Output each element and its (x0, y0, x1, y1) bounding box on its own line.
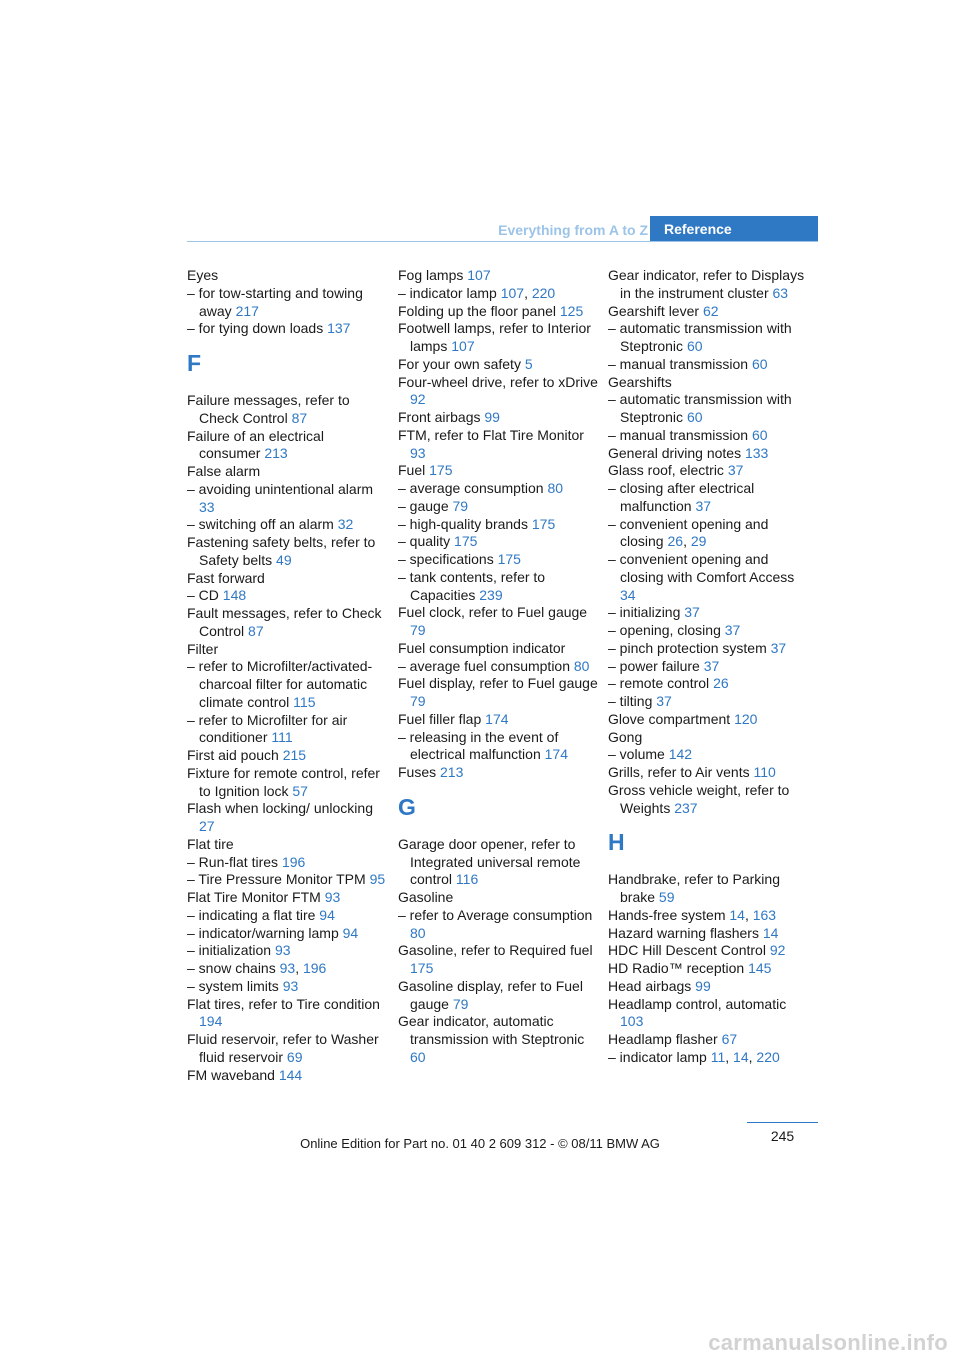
index-entry (608, 427, 808, 445)
index-entry-text: Flat tire (187, 835, 234, 852)
index-entry-text: – specifications (398, 551, 494, 567)
index-entry-text: FTM, refer to Flat Tire Monitor (398, 426, 584, 443)
index-entry-text: – convenient opening and closing with Comfort Access (608, 551, 795, 585)
page-reference-link[interactable]: 37 (703, 657, 720, 674)
page-reference-link[interactable]: 26 (667, 533, 684, 550)
index-entry-text: Gear indicator, automatic transmission with Steptronic (398, 1013, 585, 1047)
index-entry-text: Failure messages, refer to Check Control (187, 392, 350, 426)
page-reference-link[interactable]: 93 (279, 960, 296, 976)
index-entry-text: Gasoline display, refer to Fuel gauge (398, 977, 583, 1012)
index-entry-text: – opening, closing (608, 622, 721, 638)
index-entry-text: – switching off an alarm (187, 516, 334, 533)
index-entry (608, 462, 808, 480)
page-reference-link[interactable]: 220 (531, 284, 556, 301)
index-entry (398, 978, 598, 1014)
index-entry-text: Fuel display, refer to Fuel gauge (398, 675, 598, 692)
index-entry (398, 1013, 598, 1066)
index-entry-text: – refer to Average consumption (398, 906, 593, 923)
index-entry-text: Fastening safety belts, refer to Safety belts (187, 534, 376, 568)
index-entry-text: – Tire Pressure Monitor TPM (187, 871, 366, 888)
index-entry-text: For your own safety (398, 355, 521, 372)
index-entry (608, 782, 808, 818)
page-reference-link[interactable]: 37 (684, 604, 700, 621)
index-entry (187, 516, 387, 534)
index-entry-text: – automatic transmission with Steptronic (608, 320, 792, 354)
index-entry (187, 1031, 387, 1067)
index-entry-text: – closing after electrical malfunction (608, 480, 755, 514)
page-reference-link[interactable]: 215 (282, 747, 307, 763)
page-reference-link[interactable]: 116 (455, 871, 479, 888)
page-reference-link[interactable]: 32 (337, 516, 354, 533)
index-entry (187, 285, 387, 321)
index-entry: – indicator lamp 107, 220 (398, 284, 556, 301)
index-entry (187, 871, 387, 889)
index-entry-text: FM waveband (187, 1066, 275, 1083)
index-entry (398, 427, 598, 463)
index-entry-text: Headlamp control, automatic (608, 995, 787, 1012)
index-entry (608, 622, 808, 640)
page-reference-link[interactable]: 213 (264, 445, 288, 462)
page-reference-link[interactable]: 142 (668, 746, 693, 763)
page-reference-link[interactable]: 79 (452, 497, 469, 514)
page-reference-link[interactable]: 37 (770, 639, 787, 656)
page-reference-link[interactable]: 49 (276, 551, 292, 568)
index-entry-text: – average consumption (398, 480, 544, 496)
index-entry-text: Flat Tire Monitor FTM (187, 889, 321, 905)
index-entry-text: – tank contents, refer to Capacities (398, 568, 546, 603)
index-entry-text: – CD (187, 587, 219, 604)
index-entry-text: – refer to Microfilter for air conditioner (187, 711, 348, 746)
index-column-3 (608, 267, 808, 1067)
index-entry (187, 534, 387, 570)
index-entry-text: – average fuel consumption (398, 657, 570, 674)
index-entry (187, 320, 387, 338)
page-reference-link[interactable]: 175 (531, 515, 556, 532)
header-tab-reference: Reference (650, 216, 818, 242)
index-entry-text: – indicator lamp (398, 284, 497, 301)
page-reference-link[interactable]: 107 (467, 267, 491, 283)
index-entry: – snow chains 93, 196 (187, 960, 327, 976)
page-reference-link[interactable]: 87 (248, 622, 264, 639)
index-entry-text: – releasing in the event of electrical malfunction (398, 728, 559, 763)
index-entry: Hands-free system 14, 163 (608, 906, 777, 923)
index-entry (398, 516, 598, 534)
page-reference-link[interactable]: 99 (695, 977, 711, 994)
index-entry-text: – indicator/warning lamp (187, 924, 339, 941)
index-entry (187, 942, 387, 960)
index-entry (398, 303, 598, 321)
page-header (187, 216, 818, 242)
index-entry (608, 551, 808, 604)
page-reference-link[interactable]: 220 (756, 1048, 780, 1065)
index-entry-text: Glove compartment (608, 710, 731, 727)
page-reference-link[interactable]: 60 (751, 355, 768, 372)
index-entry (398, 836, 598, 889)
index-entry-text: HD Radio™ reception (608, 960, 745, 976)
page-reference-link[interactable]: 217 (235, 302, 259, 319)
index-entry-text: – remote control (608, 675, 710, 692)
index-entry (187, 267, 387, 285)
page-reference-link[interactable]: 11 (710, 1048, 726, 1065)
index-entry-text: – automatic transmission with Steptronic (608, 391, 792, 425)
page-reference-link[interactable]: 145 (748, 960, 772, 976)
page-reference-link[interactable]: 60 (410, 1048, 426, 1065)
index-entry-text: – manual transmission (608, 355, 749, 372)
index-entry (608, 391, 808, 427)
index-entry-text: Fuel filler flap (398, 710, 482, 727)
page-reference-link[interactable]: 33 (199, 498, 215, 515)
index-entry-text: Eyes (187, 267, 219, 283)
index-entry (398, 409, 598, 427)
footer-edition-note: Online Edition for Part no. 01 40 2 609 312 - © 08/11 BMW AG (300, 1136, 660, 1151)
index-column-2 (398, 267, 598, 1067)
index-entry (608, 746, 808, 764)
index-entry-text: Failure of an electrical consumer (187, 427, 324, 462)
index-entry (608, 711, 808, 729)
index-entry (187, 658, 387, 711)
index-entry (187, 747, 387, 765)
page-reference-link[interactable]: 194 (199, 1013, 223, 1030)
index-entry (187, 889, 387, 907)
index-column-1 (187, 267, 387, 1084)
index-entry (608, 942, 808, 960)
header-section-title: Everything from A to Z (498, 222, 648, 238)
index-entry-text: Gasoline (398, 889, 454, 905)
index-entry (608, 604, 808, 622)
page-reference-link[interactable]: 237 (674, 799, 698, 816)
index-entry (398, 675, 598, 711)
page-reference-link[interactable]: 79 (452, 995, 469, 1012)
index-entry (608, 320, 808, 356)
index-entry-text: – volume (608, 746, 665, 763)
index-entry (398, 729, 598, 765)
index-entry-text: Flat tires, refer to Tire condition (187, 995, 380, 1012)
index-entry-text: Fixture for remote control, refer to Ignition lock (187, 764, 380, 799)
index-entry-text: – system limits (187, 977, 279, 994)
index-entry-text: Fuel (398, 462, 426, 479)
index-entry (398, 889, 598, 907)
index-entry (187, 570, 387, 588)
index-entry (608, 640, 808, 658)
index-entry (398, 942, 598, 978)
index-entry (187, 1067, 387, 1085)
index-entry (398, 658, 598, 676)
index-entry-text: Gong (608, 728, 643, 745)
index-entry (398, 551, 598, 569)
index-entry-text: Fuses (398, 764, 437, 780)
index-entry-text: Glass roof, electric (608, 462, 724, 479)
index-entry-text: – initializing (608, 604, 681, 621)
index-entry (608, 996, 808, 1032)
page-reference-link[interactable]: 175 (429, 462, 453, 479)
page-reference-link[interactable]: 26 (713, 675, 729, 692)
index-entry (398, 533, 598, 551)
index-entry-text: Grills, refer to Air vents (608, 764, 750, 780)
page-reference-link[interactable]: 95 (369, 871, 386, 888)
page-number-rule (747, 1122, 818, 1123)
index-entry-text: – snow chains (187, 960, 276, 976)
page-reference-link[interactable]: 93 (324, 889, 341, 905)
page-reference-link[interactable]: 133 (744, 444, 769, 461)
page-reference-link[interactable]: 80 (410, 924, 426, 941)
index-entry (398, 374, 598, 410)
index-entry-text: Fuel consumption indicator (398, 639, 566, 656)
page-reference-link[interactable]: 92 (769, 942, 786, 959)
index-entry (187, 765, 387, 801)
index-entry-text: Fog lamps (398, 267, 464, 283)
page-reference-link[interactable]: 163 (752, 906, 777, 923)
page-reference-link[interactable]: 59 (658, 889, 675, 905)
index-entry (187, 907, 387, 925)
index-entry (608, 480, 808, 516)
page-reference-link[interactable]: 107 (500, 284, 525, 301)
index-entry-text: Hazard warning flashers (608, 924, 759, 941)
page-reference-link[interactable]: 174 (485, 710, 509, 727)
page-reference-link[interactable]: 60 (686, 409, 703, 425)
index-entry: – convenient opening and closing 26, 29 (608, 515, 769, 550)
page-reference-link[interactable]: 79 (410, 693, 426, 709)
index-entry (608, 764, 808, 782)
index-entry (187, 836, 387, 854)
page-reference-link[interactable]: 60 (686, 338, 703, 354)
index-entry (608, 445, 808, 463)
index-entry-text: – avoiding unintentional alarm (187, 480, 374, 497)
page-reference-link[interactable]: 196 (281, 853, 306, 870)
page-reference-link[interactable]: 144 (278, 1066, 303, 1083)
page-reference-link[interactable]: 239 (479, 586, 503, 603)
index-entry (187, 605, 387, 641)
index-entry (608, 675, 808, 693)
index-entry-text: Hands-free system (608, 906, 726, 923)
index-entry-text: General driving notes (608, 444, 742, 461)
index-entry (398, 480, 598, 498)
index-entry-text: – gauge (398, 497, 449, 514)
index-entry-text: – for tying down loads (187, 320, 324, 337)
index-entry (608, 978, 808, 996)
page-reference-link[interactable]: 93 (282, 977, 299, 994)
index-entry-text: Gear indicator, refer to Displays in the instrument cluster (608, 267, 805, 301)
index-entry (187, 392, 387, 428)
index-entry-text: Gasoline, refer to Required fuel (398, 942, 593, 959)
page-reference-link[interactable]: 67 (721, 1031, 738, 1047)
index-entry (187, 463, 387, 481)
page-reference-link[interactable]: 14 (762, 924, 779, 941)
index-entry-text: Garage door opener, refer to Integrated universal remote control (398, 835, 581, 888)
page-reference-link[interactable]: 99 (484, 409, 500, 425)
page-reference-link[interactable]: 120 (734, 710, 758, 727)
page-reference-link[interactable]: 148 (222, 587, 247, 604)
page-reference-link[interactable]: 103 (620, 1013, 644, 1030)
index-entry-text: Fast forward (187, 569, 265, 586)
index-entry-text: – quality (398, 533, 451, 550)
index-entry (187, 481, 387, 517)
page-reference-link[interactable]: 175 (454, 533, 478, 550)
index-entry (608, 1031, 808, 1049)
page-reference-link[interactable]: 63 (772, 284, 789, 301)
index-entry (187, 641, 387, 659)
page-reference-link[interactable]: 14 (729, 906, 745, 923)
page-reference-link[interactable]: 37 (727, 462, 744, 479)
page-reference-link[interactable]: 80 (547, 480, 564, 496)
index-entry: – indicator lamp 11, 14, 220 (608, 1048, 780, 1065)
index-entry (398, 569, 598, 605)
index-entry-text: Gearshifts (608, 373, 672, 390)
page-reference-link[interactable]: 94 (319, 906, 335, 923)
index-entry (398, 462, 598, 480)
index-entry-text: – power failure (608, 657, 700, 674)
index-entry-text: Headlamp flasher (608, 1031, 718, 1047)
page-reference-link[interactable]: 60 (751, 426, 768, 443)
index-entry-text: Four-wheel drive, refer to xDrive (398, 373, 598, 390)
index-entry (608, 658, 808, 676)
header-divider (187, 241, 818, 242)
page-reference-link[interactable]: 175 (497, 551, 521, 567)
index-entry-text: – indicating a flat tire (187, 906, 316, 923)
page-reference-link[interactable]: 93 (410, 444, 426, 461)
section-letter-h: H (608, 829, 625, 856)
index-entry (398, 267, 598, 285)
page-reference-link[interactable]: 14 (733, 1048, 749, 1065)
page-reference-link[interactable]: 80 (573, 657, 590, 674)
page-reference-link[interactable]: 69 (286, 1048, 303, 1065)
index-entry-text: – for tow-starting and towing away (187, 284, 363, 319)
index-entry (398, 356, 598, 374)
index-entry-text: – high-quality brands (398, 515, 528, 532)
page-reference-link[interactable]: 111 (271, 729, 293, 746)
page-reference-link[interactable]: 137 (327, 320, 351, 337)
index-entry-text: Gearshift lever (608, 302, 700, 319)
index-entry-text: False alarm (187, 463, 261, 479)
index-entry (187, 428, 387, 464)
page-reference-link[interactable]: 196 (302, 960, 327, 976)
index-entry-text: First aid pouch (187, 747, 279, 763)
index-entry-text: – tilting (608, 693, 653, 709)
index-entry (187, 925, 387, 943)
index-entry-text: – pinch protection system (608, 639, 767, 656)
index-entry (398, 640, 598, 658)
page-reference-link[interactable]: 92 (410, 391, 426, 408)
page-number: 245 (770, 1128, 795, 1144)
index-entry (608, 303, 808, 321)
page-reference-link[interactable]: 174 (544, 746, 568, 763)
index-entry-text: – convenient opening and closing (608, 515, 769, 550)
page-reference-link[interactable]: 213 (440, 764, 464, 780)
index-entry (608, 925, 808, 943)
page-reference-link[interactable]: 57 (292, 782, 308, 799)
index-entry-text: Handbrake, refer to Parking brake (608, 871, 780, 905)
index-entry (187, 854, 387, 872)
index-entry (187, 587, 387, 605)
page-reference-link[interactable]: 110 (753, 764, 776, 780)
index-entry (608, 356, 808, 374)
index-entry-text: Fuel clock, refer to Fuel gauge (398, 604, 588, 621)
index-entry (187, 978, 387, 996)
index-entry (608, 693, 808, 711)
page-reference-link[interactable]: 94 (342, 924, 359, 941)
index-entry-text: Flash when locking/ unlocking (187, 800, 373, 817)
page-reference-link[interactable]: 62 (702, 302, 719, 319)
page-reference-link[interactable]: 5 (524, 355, 533, 372)
index-entry (187, 712, 387, 748)
index-entry-text: Head airbags (608, 977, 692, 994)
index-entry-text: Filter (187, 640, 219, 657)
page-reference-link[interactable]: 93 (274, 942, 291, 959)
index-entry-text: Fluid reservoir, refer to Washer fluid reservoir (187, 1031, 379, 1065)
index-entry-text: Gross vehicle weight, refer to Weights (608, 781, 790, 816)
page-reference-link[interactable]: 37 (656, 693, 672, 709)
index-entry (608, 729, 808, 747)
watermark-logo: carmanualsonline.info (708, 1330, 948, 1355)
index-entry-text: Footwell lamps, refer to Interior lamps (398, 320, 591, 354)
page-reference-link[interactable]: 29 (690, 533, 707, 550)
index-entry (398, 320, 598, 356)
index-entry-text: – initialization (187, 942, 272, 959)
index-entry-text: – indicator lamp (608, 1048, 707, 1065)
page-reference-link[interactable]: 79 (410, 622, 426, 638)
index-entry (398, 498, 598, 516)
index-entry (187, 996, 387, 1032)
index-entry-text: – refer to Microfilter/activated-charcoal filter for automatic climate control (187, 658, 373, 710)
index-entry-text: Front airbags (398, 409, 481, 425)
index-entry (398, 711, 598, 729)
page-reference-link[interactable]: 34 (620, 586, 636, 603)
index-entry-text: Folding up the floor panel (398, 302, 556, 319)
page-reference-link[interactable]: 27 (199, 818, 215, 834)
section-letter-g: G (398, 793, 416, 820)
index-entry-text: Fault messages, refer to Check Control (187, 605, 382, 639)
page-reference-link[interactable]: 37 (724, 622, 741, 638)
index-entry (187, 800, 387, 836)
page-reference-link[interactable]: 125 (559, 302, 584, 319)
index-entry (398, 604, 598, 640)
index-entry-text: HDC Hill Descent Control (608, 942, 766, 959)
page-reference-link[interactable]: 175 (410, 960, 434, 976)
index-entry (608, 267, 808, 303)
index-entry (608, 871, 808, 907)
page-reference-link[interactable]: 115 (293, 693, 316, 710)
index-entry (608, 374, 808, 392)
index-entry-text: – Run-flat tires (187, 853, 279, 870)
page-reference-link[interactable]: 87 (291, 409, 308, 426)
index-entry (608, 960, 808, 978)
index-entry (398, 907, 598, 943)
index-entry-text: – manual transmission (608, 426, 749, 443)
page-reference-link[interactable]: 107 (451, 338, 475, 354)
page-reference-link[interactable]: 37 (695, 497, 712, 514)
section-letter-f: F (187, 350, 202, 376)
index-entry (398, 764, 598, 782)
